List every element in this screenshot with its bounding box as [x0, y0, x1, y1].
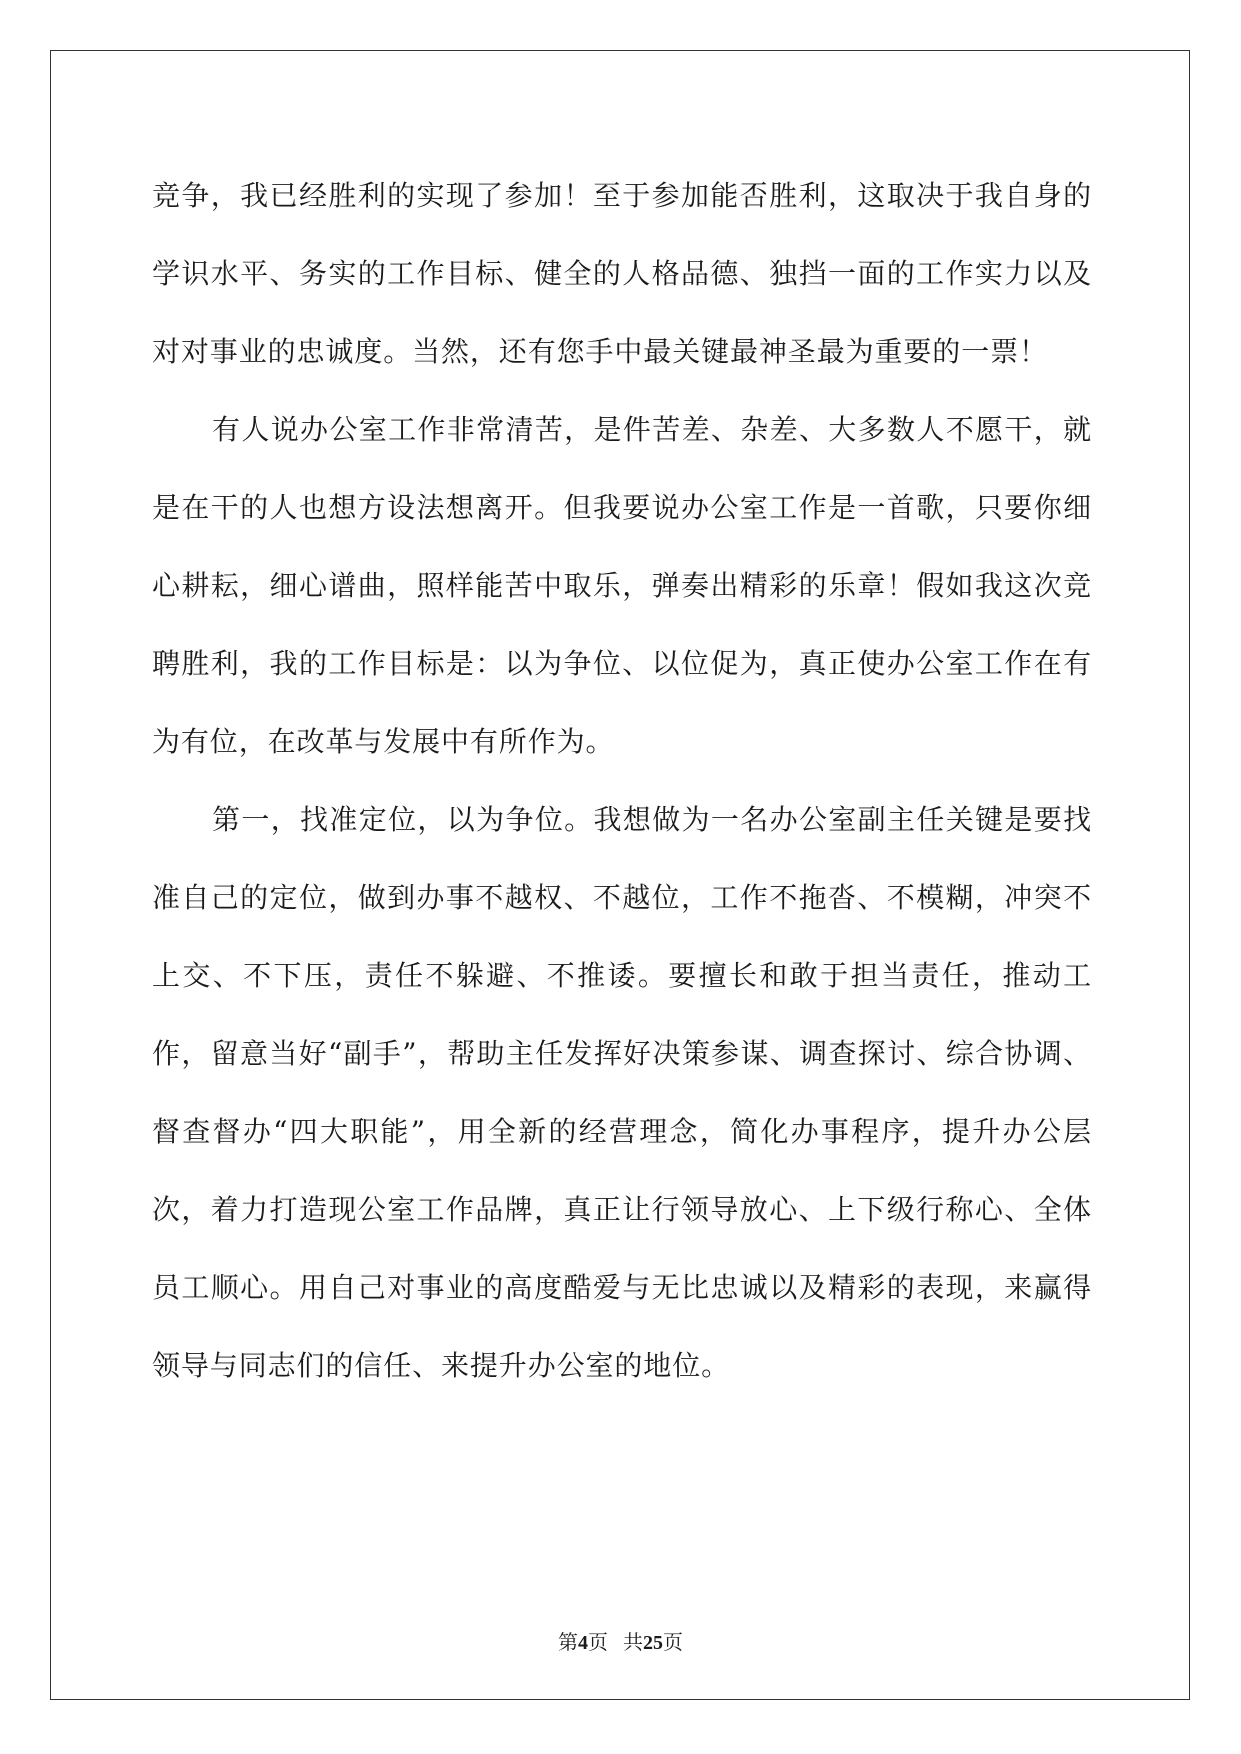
- total-suffix: 页: [663, 1632, 683, 1654]
- page-number: 4: [578, 1632, 588, 1654]
- paragraph-1: 竞争，我已经胜利的实现了参加！至于参加能否胜利，这取决于我自身的学识水平、务实的工作目标、健全的人格品德、独挡一面的工作实力以及对对事业的忠诚度。当然，还有您手中最关键最神圣最为重要的一票！: [152, 179, 1092, 368]
- total-pages: 25: [643, 1632, 663, 1654]
- page-prefix: 第: [558, 1632, 578, 1654]
- document-body: [152, 157, 1092, 1405]
- paragraph-3: 第一，找准定位，以为争位。我想做为一名办公室副主任关键是要找准自己的定位，做到办事不越权、不越位，工作不拖沓、不模糊，冲突不上交、不下压，责任不躲避、不推诿。要擅长和敢于担当责任，推动工作，留意当好“副手”，帮助主任发挥好决策参谋、调查探讨、综合协调、督查督办“四大职能”，用全新的经营理念，简化办事程序，提升办公层次，着力打造现公室工作品牌，真正让行领导放心、上下级行称心、全体员工顺心。用自己对事业的高度酷爱与无比忠诚以及精彩的表现，来赢得领导与同志们的信任、来提升办公室的地位。: [152, 803, 1092, 1382]
- paragraph-2: 有人说办公室工作非常清苦，是件苦差、杂差、大多数人不愿干，就是在干的人也想方设法想离开。但我要说办公室工作是一首歌，只要你细心耕耘，细心谱曲，照样能苦中取乐，弹奏出精彩的乐章！假如我这次竞聘胜利，我的工作目标是：以为争位、以位促为，真正使办公室工作在有为有位，在改革与发展中有所作为。: [152, 413, 1092, 758]
- page-footer: [0, 1626, 1241, 1655]
- page-suffix: 页: [588, 1632, 608, 1654]
- total-prefix: 共: [623, 1632, 643, 1654]
